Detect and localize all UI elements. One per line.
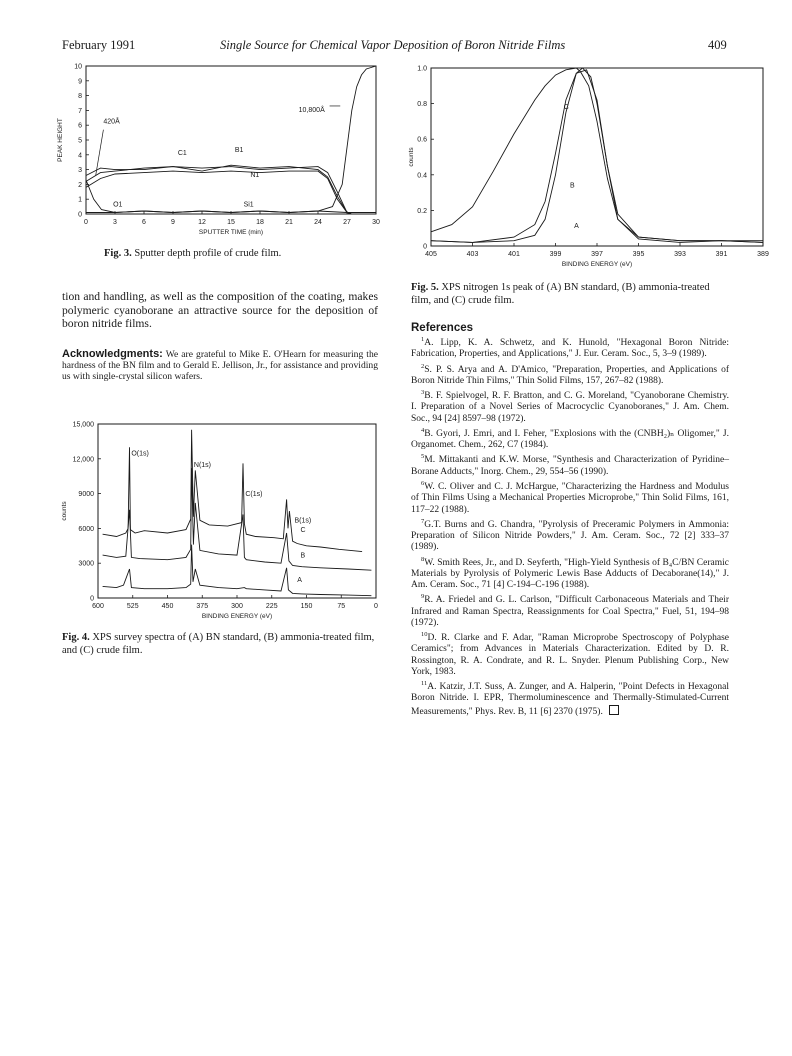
x-tick-label: 9 — [171, 219, 175, 226]
reference-text: B. Gyori, J. Emri, and I. Feher, "Explosions with the (CNBH₂)ₙ Oligomer," J. Organomet. Chem., 262, C7 (1984). — [411, 429, 729, 451]
fig4-peak-label: C(1s) — [245, 490, 263, 498]
end-of-article-mark — [609, 705, 619, 715]
fig4-peak-label: N(1s) — [193, 461, 212, 469]
y-tick-label: 3 — [78, 167, 82, 175]
plot-frame — [86, 66, 376, 214]
series-line-N1 — [86, 171, 352, 214]
reference-number: 1 — [421, 336, 425, 343]
x-tick-label: 75 — [337, 603, 346, 610]
fig4-peak-label: O(1s) — [131, 450, 149, 458]
reference-item — [411, 591, 729, 629]
reference-number: 4 — [421, 426, 425, 434]
x-tick-label: 30 — [372, 219, 380, 226]
fig3-annotation: B1 — [234, 146, 244, 154]
fig4-peak-label: B(1s) — [294, 517, 312, 525]
fig4-caption — [62, 632, 380, 657]
x-tick-label: 405 — [425, 251, 437, 258]
reference-number: 10 — [421, 631, 428, 639]
x-tick-label: 0 — [374, 603, 378, 610]
reference-number: 2 — [421, 362, 425, 370]
x-tick-label: 24 — [314, 219, 322, 226]
x-axis-label: BINDING ENERGY (eV) — [201, 613, 273, 620]
body-paragraph: tion and handling, as well as the composition of the coating, makes polymeric cyanoborane an attractive source for the deposition of boron nitride films. — [62, 290, 378, 331]
reference-item — [411, 554, 729, 592]
reference-number: 6 — [421, 480, 425, 488]
y-tick-label: 5 — [78, 137, 82, 145]
fig3-annotation: N1 — [250, 172, 260, 179]
series-line-O1 — [86, 180, 376, 213]
reference-text: W. C. Oliver and C. J. McHargue, "Characterizing the Hardness and Modulus of Thin Films Using a Mechanical Properties Microprobe," Thin Solid Films, 161, 117–22 (1988). — [411, 482, 729, 515]
acknowledgments — [62, 349, 378, 382]
series-line-B1 — [86, 165, 352, 214]
y-tick-label: 3000 — [78, 560, 94, 568]
reference-item — [411, 334, 729, 361]
x-tick-label: 375 — [196, 603, 209, 610]
y-tick-label: 10 — [74, 63, 82, 71]
fig4-series-label: C — [300, 526, 306, 534]
x-tick-label: 399 — [549, 251, 562, 258]
references-list — [411, 334, 729, 718]
fig4-xps-survey-chart — [50, 418, 386, 628]
acknowledgments-title: Acknowledgments: — [62, 348, 163, 360]
y-tick-label: 0 — [78, 211, 82, 219]
acknowledgments-text: We are grateful to Mike E. O'Hearn for measuring the hardness of the BN film and to Gerald E. Jellison, Jr., for assistance and providing us with single-crystal silicon wafers. — [62, 349, 378, 382]
x-tick-label: 12 — [198, 219, 206, 226]
reference-number: 9 — [421, 593, 425, 601]
x-tick-label: 525 — [126, 603, 139, 610]
fig5-nitrogen-1s-chart — [405, 58, 770, 273]
x-tick-label: 401 — [508, 251, 520, 258]
y-tick-label: 7 — [78, 107, 82, 115]
reference-item — [411, 516, 729, 554]
series-line-B — [103, 468, 372, 570]
fig4-series-label: B — [300, 552, 306, 560]
reference-item — [411, 361, 729, 388]
series-line-C — [103, 430, 363, 552]
fig3-annotation: Si1 — [243, 201, 254, 209]
y-tick-label: 0.2 — [417, 207, 427, 215]
x-tick-label: 300 — [231, 603, 243, 610]
y-tick-label: 15,000 — [72, 421, 94, 429]
reference-text: R. A. Friedel and G. L. Carlson, "Difficult Carbonaceous Materials and Their Infrared and Raman Spectra, Reassignments for Coal Spectra," Fuel, 51, 194–98 (1972). — [411, 595, 729, 628]
fig5-series-label: B — [570, 182, 575, 190]
y-tick-label: 6 — [78, 122, 82, 130]
fig5-caption — [411, 282, 729, 307]
fig5-caption-text: XPS nitrogen 1s peak of (A) BN standard, (B) ammonia-treated film, and (C) crude film. — [411, 282, 710, 306]
page-number: 409 — [708, 38, 727, 52]
y-tick-label: 6000 — [78, 525, 94, 533]
references-heading: References — [411, 322, 474, 334]
reference-item — [411, 678, 729, 718]
x-tick-label: 391 — [715, 251, 728, 258]
fig4-caption-text: XPS survey spectra of (A) BN standard, (B) ammonia-treated film, and (C) crude film. — [62, 632, 375, 656]
running-header-date: February 1991 — [62, 38, 136, 52]
x-tick-label: 600 — [92, 603, 104, 610]
fig3-caption-text: Sputter depth profile of crude film. — [134, 248, 282, 259]
y-tick-label: 0.6 — [417, 136, 427, 144]
x-tick-label: 6 — [142, 219, 146, 226]
reference-item — [411, 478, 729, 516]
fig3-annotation: O1 — [113, 201, 123, 209]
fig5-caption-label: Fig. 5. — [411, 282, 439, 293]
fig3-caption — [104, 248, 374, 261]
y-tick-label: 0 — [423, 243, 427, 251]
references-section — [411, 322, 729, 718]
x-tick-label: 3 — [113, 219, 117, 226]
x-tick-label: 225 — [265, 603, 278, 610]
fig3-caption-label: Fig. 3. — [104, 248, 132, 259]
x-tick-label: 15 — [227, 219, 235, 226]
fig5-series-label: C — [563, 103, 569, 111]
y-tick-label: 12,000 — [72, 456, 94, 464]
plot-frame — [431, 68, 763, 246]
fig3-annotation: 420Å — [103, 118, 120, 126]
reference-item — [411, 387, 729, 425]
x-tick-label: 27 — [343, 219, 351, 226]
x-tick-label: 21 — [285, 219, 293, 226]
x-tick-label: 389 — [757, 251, 769, 258]
y-tick-label: 9000 — [78, 491, 94, 499]
y-axis-label: PEAK HEIGHT — [57, 118, 64, 162]
reference-number: 8 — [421, 555, 425, 563]
fig3-sputter-depth-profile-chart — [50, 58, 386, 240]
x-tick-label: 395 — [632, 251, 645, 258]
x-tick-label: 450 — [161, 603, 174, 610]
y-tick-label: 0.8 — [417, 101, 427, 109]
reference-number: 5 — [421, 453, 425, 461]
y-axis-label: counts — [61, 501, 68, 521]
series-line-Si1 — [86, 66, 376, 213]
y-tick-label: 9 — [78, 78, 82, 86]
y-tick-label: 1 — [78, 196, 82, 204]
y-tick-label: 4 — [78, 152, 82, 160]
reference-text: A. Lipp, K. A. Schwetz, and K. Hunold, "Hexagonal Boron Nitride: Fabrication, Properties, and Applications," J. Eur. Ceram. Soc., 5, 3–9 (1989). — [411, 338, 729, 360]
reference-item — [411, 451, 729, 478]
reference-number: 3 — [421, 389, 425, 397]
reference-number: 11 — [421, 680, 428, 688]
x-axis-label: SPUTTER TIME (min) — [198, 229, 264, 236]
x-tick-label: 403 — [466, 251, 479, 258]
x-tick-label: 393 — [674, 251, 686, 258]
x-tick-label: 0 — [84, 219, 88, 226]
reference-item — [411, 425, 729, 452]
fig5-series-label: A — [574, 223, 579, 231]
series-line-C — [431, 68, 763, 241]
y-tick-label: 0.4 — [417, 172, 427, 180]
reference-text: G.T. Burns and G. Chandra, "Pyrolysis of Preceramic Polymers in Ammonia: Preparation of Silicon Nitride Powders," J. Am. Ceram. Soc., 72 [2] 333–37 (1989). — [411, 519, 729, 553]
fig3-annotation: C1 — [177, 149, 187, 157]
y-tick-label: 8 — [78, 93, 82, 101]
fig4-series-label: A — [297, 576, 302, 584]
reference-item — [411, 629, 729, 678]
x-tick-label: 150 — [300, 603, 313, 610]
reference-number: 7 — [421, 517, 425, 525]
series-line-A — [431, 70, 763, 243]
reference-text: S. P. S. Arya and A. D'Amico, "Preparation, Properties, and Applications of Boron Nitride Thin Films," Thin Solid Films, 157, 267–82 (1988). — [411, 364, 729, 386]
x-axis-label: BINDING ENERGY (eV) — [561, 261, 633, 268]
y-tick-label: 2 — [78, 181, 82, 189]
y-tick-label: 1.0 — [417, 65, 427, 73]
y-axis-label: counts — [408, 147, 415, 167]
reference-text: W. Smith Rees, Jr., and D. Seyferth, "High-Yield Synthesis of B₄C/BN Ceramic Materials by Pyrolysis of Polymeric Lewis Base Adducts of Decaborane(14)," J. Am. Ceram. Soc., 71 [4] C-194–C-196 (1988). — [411, 557, 729, 591]
reference-text: B. F. Spielvogel, R. F. Bratton, and C. G. Moreland, "Cyanoborane Chemistry. I. Preparation of a Novel Series of Macrocyclic Cyanoboranes," J. Am. Chem. Soc., 94 [24] 8597–98 (1972). — [411, 391, 729, 424]
fig3-annotation: 10,800Å — [298, 106, 325, 114]
x-tick-label: 397 — [591, 251, 603, 258]
fig4-caption-label: Fig. 4. — [62, 632, 90, 643]
x-tick-label: 18 — [256, 219, 264, 226]
y-tick-label: 0 — [90, 595, 94, 603]
reference-text: A. Katzir, J.T. Suss, A. Zunger, and A. Halperin, "Point Defects in Hexagonal Boron Nitride. I. EPR, Thermoluminescence and Thermally-Stimulated-Current Measurements," Phys. Rev. B, 11 [6] 2370 (1975). — [411, 682, 729, 717]
reference-text: D. R. Clarke and F. Adar, "Raman Microprobe Spectroscopy of Polyphase Ceramics"; from Advances in Materials Characterization. Edited by D. R. Rossington, R. A. Condrate, and R. L. Snyder. Plenum Publishing Corp., New York, 1983. — [411, 633, 729, 677]
series-line-B — [431, 68, 763, 242]
reference-text: M. Mittakanti and K.W. Morse, "Synthesis and Characterization of Pyridine–Borane Adducts," Inorg. Chem., 29, 554–56 (1990). — [411, 455, 729, 477]
running-header-title: Single Source for Chemical Vapor Deposition of Boron Nitride Films — [220, 38, 566, 52]
